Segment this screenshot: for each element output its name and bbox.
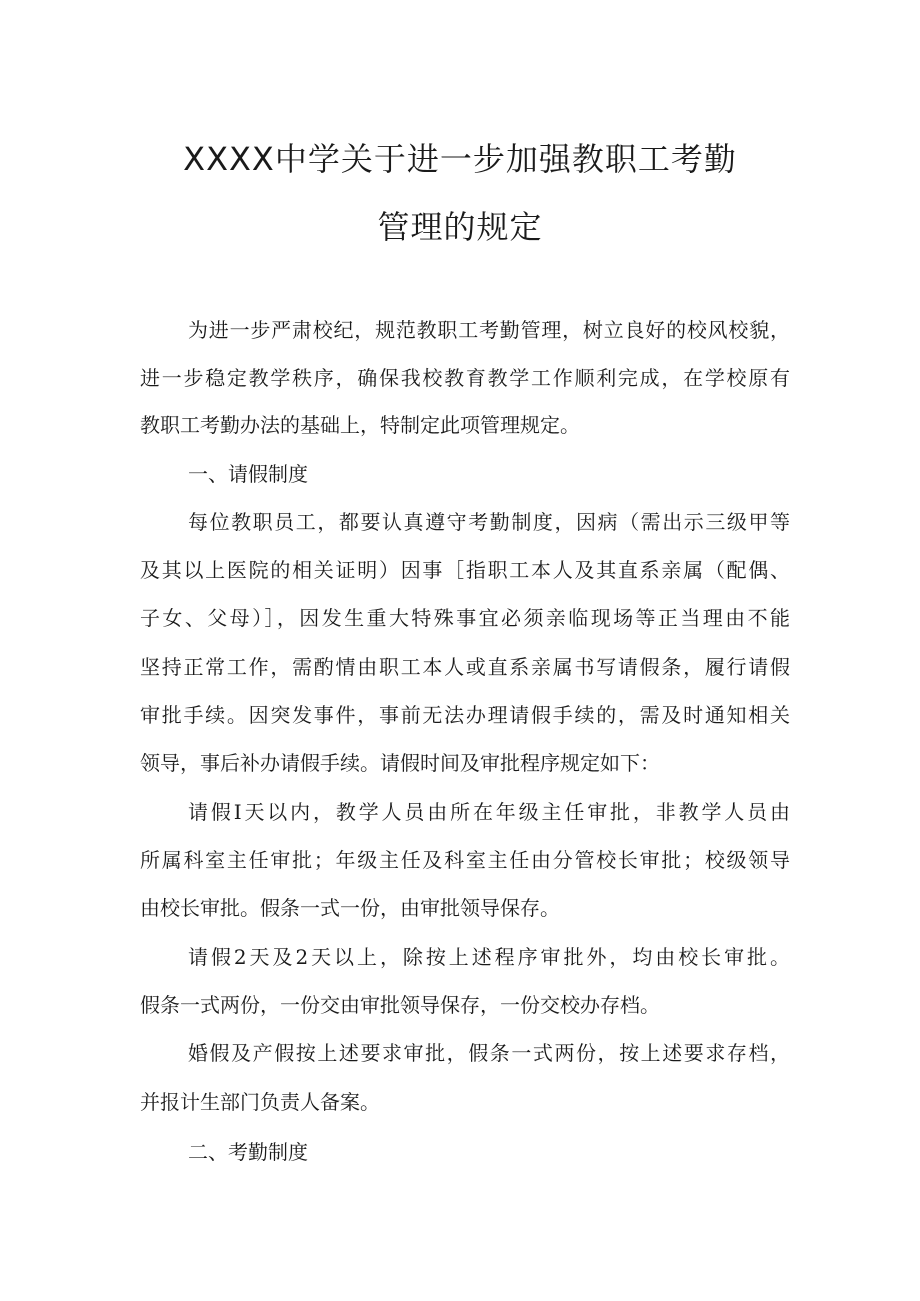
intro-line-2: 进一步稳定教学秩序，确保我校教育教学工作顺利完成，在学校原有 xyxy=(140,366,790,390)
leave-para-line-5: 审批手续。因突发事件，事前无法办理请假手续的，需及时通知相关 xyxy=(140,703,790,727)
leave-para-line-2: 及其以上医院的相关证明）因事［指职工本人及其直系亲属（配偶、 xyxy=(140,558,790,582)
leave-rule1-line-3: 由校长审批。假条一式一份，由审批领导保存。 xyxy=(140,896,560,920)
document-title-line-1: XXXX中学关于进一步加强教职工考勤 xyxy=(183,140,737,178)
intro-line-1: 为进一步严肃校纪，规范教职工考勤管理，树立良好的校风校貌， xyxy=(188,318,790,342)
leave-rule1-line-1: 请假Ⅰ天以内，教学人员由所在年级主任审批，非教学人员由 xyxy=(188,800,790,824)
leave-rule3-line-1: 婚假及产假按上述要求审批，假条一式两份，按上述要求存档， xyxy=(188,1041,790,1065)
document-title-line-2: 管理的规定 xyxy=(377,208,543,246)
section-heading-attendance: 二、考勤制度 xyxy=(188,1140,308,1164)
leave-rule3-line-2: 并报计生部门负责人备案。 xyxy=(140,1090,380,1114)
leave-rule1-line-2: 所属科室主任审批；年级主任及科室主任由分管校长审批；校级领导 xyxy=(140,848,790,872)
leave-rule2-line-2: 假条一式两份，一份交由审批领导保存，一份交校办存档。 xyxy=(140,993,660,1017)
section-heading-leave: 一、请假制度 xyxy=(188,462,308,486)
leave-para-line-6: 领导，事后补办请假手续。请假时间及审批程序规定如下： xyxy=(140,751,660,775)
intro-line-3: 教职工考勤办法的基础上，特制定此项管理规定。 xyxy=(140,413,580,437)
leave-para-line-3: 子女、父母）］，因发生重大特殊事宜必须亲临现场等正当理由不能 xyxy=(140,606,790,630)
leave-para-line-1: 每位教职员工，都要认真遵守考勤制度，因病（需出示三级甲等 xyxy=(188,510,790,534)
leave-rule2-line-1: 请假2天及2天以上，除按上述程序审批外，均由校长审批。 xyxy=(188,945,790,969)
leave-para-line-4: 坚持正常工作，需酌情由职工本人或直系亲属书写请假条，履行请假 xyxy=(140,655,790,679)
